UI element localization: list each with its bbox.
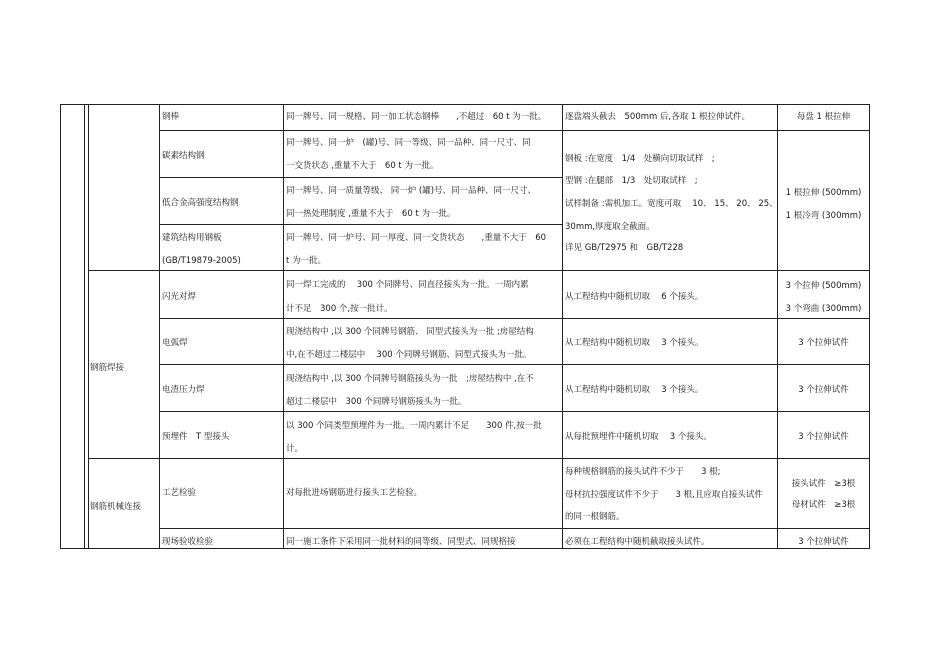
site-acceptance-quantity: 3 个拉伸试件 bbox=[798, 537, 849, 547]
arc-weld-batch-line: 现浇结构中 ,以 300 个同牌号钢筋、 同型式接头为一批 ;房屋结构 bbox=[286, 327, 534, 337]
carbon-steel-name: 碳素结构钢 bbox=[162, 151, 205, 161]
flash-weld-batch-line: 计不足 300 个,按一批计。 bbox=[286, 304, 393, 314]
electroslag-weld-batch-line: 超过二楼层中 300 个同牌号钢筋接头为一批。 bbox=[286, 397, 467, 407]
flash-weld-sampling: 从工程结构中随机切取 6 个接头。 bbox=[565, 292, 704, 302]
building-steel-standard: (GB/T19879-2005) bbox=[162, 256, 241, 266]
flash-weld-quantity-line: 3 个拉伸 (500mm) bbox=[785, 281, 862, 291]
table-rule bbox=[84, 104, 85, 549]
low-alloy-steel-batch-line: 同一牌号、同一质量等级、 同一炉 (罐)号、同一品种、同一尺寸、 bbox=[286, 186, 537, 196]
steel-bar-batch: 同一牌号、同一规格、同一加工状态钢棒 ,不超过 60 t 为一批。 bbox=[286, 112, 547, 122]
plate-quantity-line: 1 根冷弯 (300mm) bbox=[785, 211, 862, 221]
table-rule bbox=[159, 130, 869, 131]
process-test-name: 工艺检验 bbox=[162, 488, 197, 498]
table-rule bbox=[283, 104, 284, 549]
plate-sampling-line: 试样制备 :需机加工。宽度可取 10、 15、 20、 25、 bbox=[565, 199, 778, 209]
steel-bar-name: 钢棒 bbox=[162, 112, 180, 122]
plate-quantity-line: 1 根拉伸 (500mm) bbox=[785, 188, 862, 198]
carbon-steel-batch-line: 同一牌号、同一炉 (罐)号、同一等级、同一品种、同一尺寸、同 bbox=[286, 138, 531, 148]
plate-sampling-line: 型钢 :在腿部 1/3 处切取试样 ; bbox=[565, 176, 698, 186]
arc-weld-batch-line: 中,在不超过二楼层中 300 个同牌号钢筋、同型式接头为一批。 bbox=[286, 350, 532, 360]
site-acceptance-sampling: 必须在工程结构中随机截取接头试件。 bbox=[565, 537, 710, 547]
table-rule bbox=[562, 104, 563, 549]
building-steel-batch-line: t 为一批。 bbox=[286, 256, 327, 266]
arc-weld-sampling: 从工程结构中随机切取 3 个接头。 bbox=[565, 338, 704, 348]
process-test-quantity-line: 接头试件 ≥3根 bbox=[791, 479, 856, 489]
embedded-t-joint-sampling: 从每批预埋件中随机切取 3 个接头。 bbox=[565, 432, 712, 442]
table-rule bbox=[60, 548, 869, 549]
electroslag-weld-name: 电渣压力焊 bbox=[162, 385, 205, 395]
table-rule bbox=[159, 224, 562, 225]
process-test-sampling-line: 每种规格钢筋的接头试件不少于 3 根; bbox=[565, 467, 721, 477]
embedded-t-joint-batch-line: 计。 bbox=[286, 444, 304, 454]
steel-bar-quantity: 每盘 1 根拉伸 bbox=[796, 112, 851, 122]
flash-weld-batch-line: 同一焊工完成的 300 个同牌号、同直径接头为一批。一周内累 bbox=[286, 280, 529, 290]
table-rule bbox=[869, 104, 870, 549]
table-rule bbox=[88, 458, 869, 459]
electroslag-weld-batch-line: 现浇结构中 ,以 300 个同牌号钢筋接头为一批 ;房屋结构中 ,在不 bbox=[286, 374, 534, 384]
embedded-t-joint-quantity: 3 个拉伸试件 bbox=[798, 432, 849, 442]
plate-sampling-line: 30mm,厚度取全截面。 bbox=[565, 222, 655, 232]
table-rule bbox=[159, 528, 869, 529]
process-test-batch: 对每批进场钢筋进行接头工艺检验。 bbox=[286, 488, 423, 498]
low-alloy-steel-batch-line: 同一热处理制度 ,重量不大于 60 t 为一批。 bbox=[286, 209, 456, 219]
plate-sampling-line: 钢板 :在宽度 1/4 处横向切取试样 ; bbox=[565, 154, 715, 164]
embedded-t-joint-name: 预埋件 T 型接头 bbox=[162, 432, 230, 442]
table-rule bbox=[159, 177, 562, 178]
building-steel-batch-line: 同一牌号、同一炉号、同一厚度、同一交货状态 ,重量不大于 60 bbox=[286, 233, 547, 243]
plate-sampling-line: 详见 GB/T2975 和 GB/T228 bbox=[565, 243, 684, 253]
table-rule bbox=[159, 318, 869, 319]
table-rule bbox=[88, 270, 869, 271]
flash-weld-quantity-line: 3 个弯曲 (300mm) bbox=[785, 304, 862, 314]
table-rule bbox=[159, 364, 869, 365]
electroslag-weld-quantity: 3 个拉伸试件 bbox=[798, 385, 849, 395]
arc-weld-name: 电弧焊 bbox=[162, 338, 188, 348]
process-test-sampling-line: 的同一根钢筋。 bbox=[565, 512, 625, 522]
process-test-sampling-line: 母材抗拉强度试件不少于 3 根,且应取自接头试件 bbox=[565, 490, 763, 500]
carbon-steel-batch-line: 一交货状态 ,重量不大于 60 t 为一批。 bbox=[286, 161, 439, 171]
mechanical-category-label: 钢筋机械连接 bbox=[90, 502, 142, 512]
table-rule bbox=[159, 411, 869, 412]
building-steel-name: 建筑结构用钢板 bbox=[162, 233, 222, 243]
table-rule bbox=[60, 104, 61, 549]
site-acceptance-name: 现场验收检验 bbox=[162, 537, 214, 547]
arc-weld-quantity: 3 个拉伸试件 bbox=[798, 338, 849, 348]
flash-weld-name: 闪光对焊 bbox=[162, 292, 197, 302]
table-rule bbox=[88, 104, 89, 549]
low-alloy-steel-name: 低合金高强度结构钢 bbox=[162, 198, 239, 208]
embedded-t-joint-batch-line: 以 300 个同类型预埋件为一批。一周内累计不足 300 件,按一批 bbox=[286, 421, 542, 431]
welding-category-label: 钢筋焊接 bbox=[90, 363, 125, 373]
process-test-quantity-line: 母材试件 ≥3根 bbox=[791, 500, 856, 510]
table-rule bbox=[159, 104, 160, 549]
steel-bar-sampling: 逐盘端头截去 500mm 后,各取 1 根拉伸试件。 bbox=[565, 112, 751, 122]
electroslag-weld-sampling: 从工程结构中随机切取 3 个接头。 bbox=[565, 385, 704, 395]
table-rule bbox=[60, 104, 869, 105]
site-acceptance-batch: 同一施工条件下采用同一批材料的同等级、同型式、同规格接 bbox=[286, 537, 516, 547]
